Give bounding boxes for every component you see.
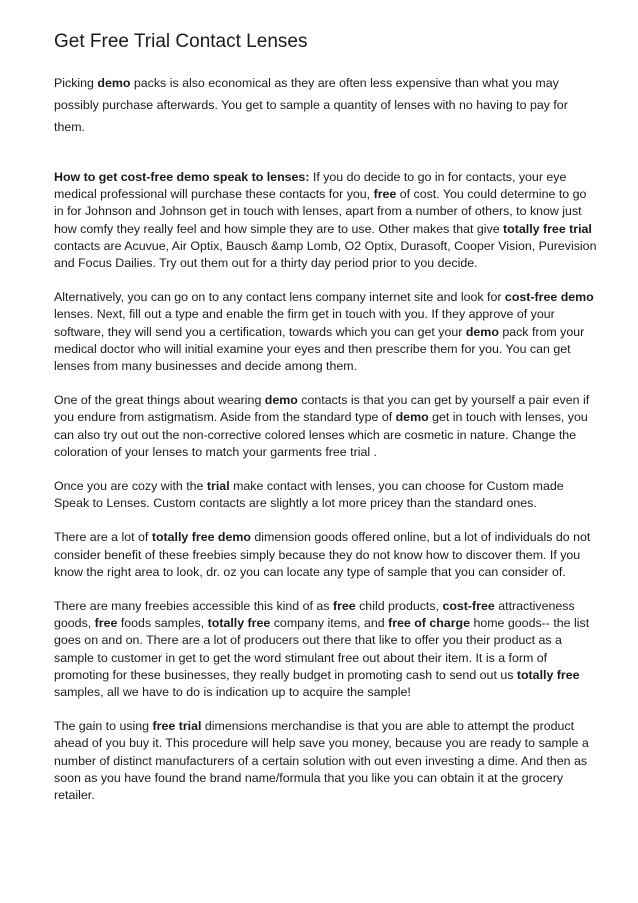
- text-run: contacts is that you can get by yourself a pair even if you endure from astigmatism. Aside from the standard type of: [54, 393, 590, 425]
- text-run: of cost. You could determine to go in for Johnson and Johnson get in touch with lenses, apart from a number of others, to know just how comfy they really feel and how simple they are to use. Other makes that give: [54, 187, 587, 236]
- text-run: pack from your medical doctor who will initial examine your eyes and then prescribe them for you. You can get lenses from many businesses and decide among them.: [54, 324, 585, 374]
- text-run: packs is also economical as they are often less expensive than what you may possibly purchase afterwards. You get to sample a quantity of lenses with no having to pay for them.: [54, 76, 568, 134]
- bold-text-run: How to get cost-free demo speak to lenses:: [54, 170, 310, 184]
- text-run: contacts are Acuvue, Air Optix, Bausch &amp Lomb, O2 Optix, Durasoft, Cooper Vision, Purevision and Focus Dailies. Try out them out for a thirty day period prior to you decide.: [54, 238, 597, 271]
- text-run: dimensions merchandise is that you are able to attempt the product ahead of you buy it. This procedure will help save you money, because you are ready to sample a number of distinct manufacturers of a certain solution with out even investing a dime. And then as soon as you have found the brand name/formula that you like you can obtain it at the grocery retailer.: [54, 719, 589, 803]
- bold-text-run: totally free: [516, 667, 580, 682]
- text-run: dimension goods offered online, but a lot of individuals do not consider benefit of these freebies simply because they do not know how to discover them. If you know the right area to look, dr. oz you can locate any type of sample that you can consider of.: [54, 530, 591, 579]
- bold-text-run: free: [373, 187, 397, 202]
- bold-text-run: free: [94, 616, 118, 631]
- text-run: The gain to using: [54, 719, 153, 734]
- bold-text-run: demo: [395, 410, 429, 425]
- bold-text-run: free of charge: [388, 616, 471, 631]
- bold-text-run: totally free demo: [151, 530, 251, 545]
- bold-text-run: free: [332, 599, 356, 614]
- text-run: lenses. Next, fill out a type and enable the firm get in touch with you. If they approve of your software, they will send you a certification, towards which you can get your: [54, 307, 555, 339]
- text-run: If you do decide to go in for contacts, your eye medical professional will purchase these contacts for you,: [54, 170, 567, 202]
- text-run: One of the great things about wearing: [54, 393, 265, 408]
- text-run: samples, all we have to do is indication up to acquire the sample!: [54, 685, 411, 700]
- paragraph-6: [54, 529, 598, 581]
- bold-text-run: demo: [97, 76, 131, 90]
- paragraph-1: [54, 72, 598, 138]
- text-run: Once you are cozy with the: [54, 479, 207, 494]
- bold-text-run: trial: [206, 479, 230, 494]
- paragraph-3: [54, 289, 598, 375]
- bold-text-run: cost-free: [442, 599, 495, 614]
- text-run: Picking: [54, 76, 98, 90]
- bold-text-run: free trial: [152, 719, 202, 734]
- paragraph-8: [54, 718, 598, 804]
- paragraph-5: [54, 478, 598, 512]
- text-run: company items, and: [270, 616, 389, 631]
- text-run: make contact with lenses, you can choose for Custom made Speak to Lenses. Custom contacts are slightly a lot more pricey than the standard ones.: [54, 479, 564, 511]
- text-run: foods samples,: [117, 616, 208, 631]
- text-run: Alternatively, you can go on to any contact lens company internet site and look for: [54, 290, 505, 305]
- paragraph-7: [54, 598, 598, 701]
- paragraph-4: [54, 392, 598, 461]
- bold-text-run: demo: [465, 324, 499, 339]
- text-run: child products,: [355, 599, 443, 614]
- text-run: get in touch with lenses, you can also try out out the non-corrective colored lenses which are cosmetic in nature. Change the coloration of your lenses to match your garments free trial .: [54, 410, 588, 459]
- bold-text-run: cost-free demo: [504, 290, 594, 305]
- text-run: attractiveness goods,: [54, 599, 575, 631]
- text-run: There are many freebies accessible this kind of as: [54, 599, 333, 614]
- page-title: Get Free Trial Contact Lenses: [54, 31, 308, 52]
- bold-text-run: totally free trial: [503, 221, 592, 236]
- paragraph-2: [54, 169, 598, 272]
- bold-text-run: totally free: [207, 616, 271, 631]
- text-run: There are a lot of: [54, 530, 152, 545]
- bold-text-run: demo: [264, 393, 298, 408]
- text-run: home goods-- the list goes on and on. There are a lot of producers out there that like to offer you their product as a sample to customer in get to get the word stimulant free out about their item. It is a form of promoting for these businesses, they really budget in promoting cash to send out us: [54, 616, 590, 682]
